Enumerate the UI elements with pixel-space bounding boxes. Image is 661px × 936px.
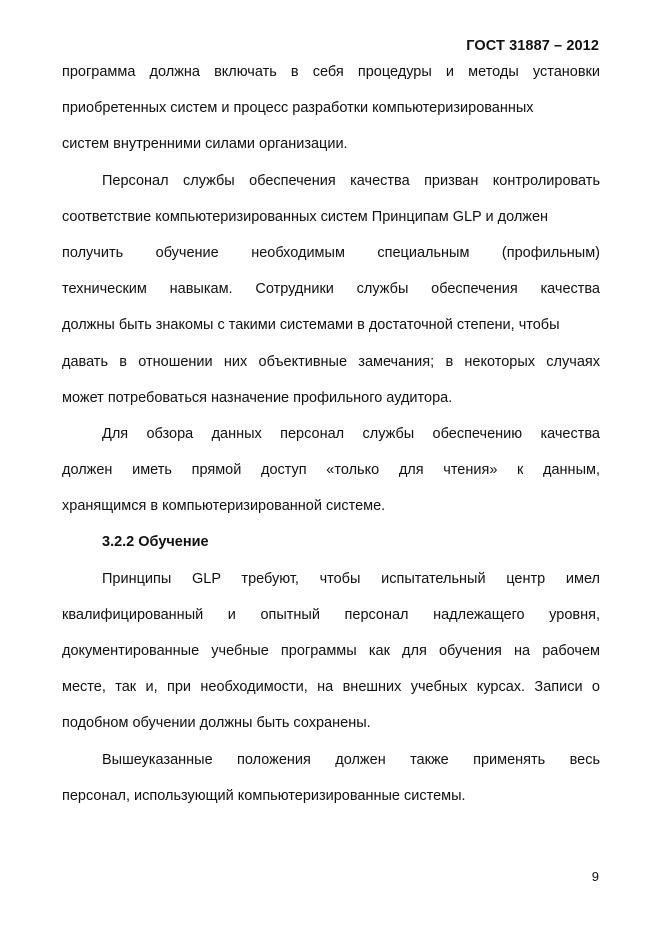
- paragraph-start-line: Вышеуказанные положения должен также применять весь: [102, 751, 600, 768]
- document-header: ГОСТ 31887 – 2012: [466, 38, 599, 54]
- text-line: хранящимся в компьютеризированной системе.: [62, 498, 386, 515]
- text-line: квалифицированный и опытный персонал надлежащего уровня,: [62, 606, 600, 623]
- text-line: должен иметь прямой доступ «только для чтения» к данным,: [62, 462, 600, 479]
- text-line: должны быть знакомы с такими системами в достаточной степени, чтобы: [62, 317, 560, 334]
- text-line: подобном обучении должны быть сохранены.: [62, 715, 371, 732]
- paragraph-start-line: Персонал службы обеспечения качества призван контролировать: [102, 172, 600, 189]
- text-line: систем внутренними силами организации.: [62, 136, 348, 153]
- text-line: программа должна включать в себя процедуры и методы установки: [62, 64, 600, 80]
- text-line: персонал, использующий компьютеризированные системы.: [62, 787, 466, 804]
- paragraph-start-line: Для обзора данных персонал службы обеспечению качества: [102, 425, 600, 442]
- document-body: [62, 62, 600, 822]
- text-line: документированные учебные программы как для обучения на рабочем: [62, 643, 600, 659]
- page-number: 9: [591, 869, 599, 884]
- text-line: получить обучение необходимым специальным (профильным): [62, 244, 600, 261]
- text-line: техническим навыкам. Сотрудники службы обеспечения качества: [62, 281, 600, 298]
- text-line: приобретенных систем и процесс разработки компьютеризированных: [62, 100, 534, 117]
- paragraph-start-line: Принципы GLP требуют, чтобы испытательный центр имел: [102, 570, 600, 587]
- text-line: месте, так и, при необходимости, на внешних учебных курсах. Записи о: [62, 679, 600, 696]
- text-line: может потребоваться назначение профильного аудитора.: [62, 389, 453, 406]
- text-line: соответствие компьютеризированных систем Принципам GLP и должен: [62, 208, 549, 225]
- text-line: давать в отношении них объективные замечания; в некоторых случаях: [62, 353, 600, 370]
- section-heading: 3.2.2 Обучение: [102, 534, 209, 551]
